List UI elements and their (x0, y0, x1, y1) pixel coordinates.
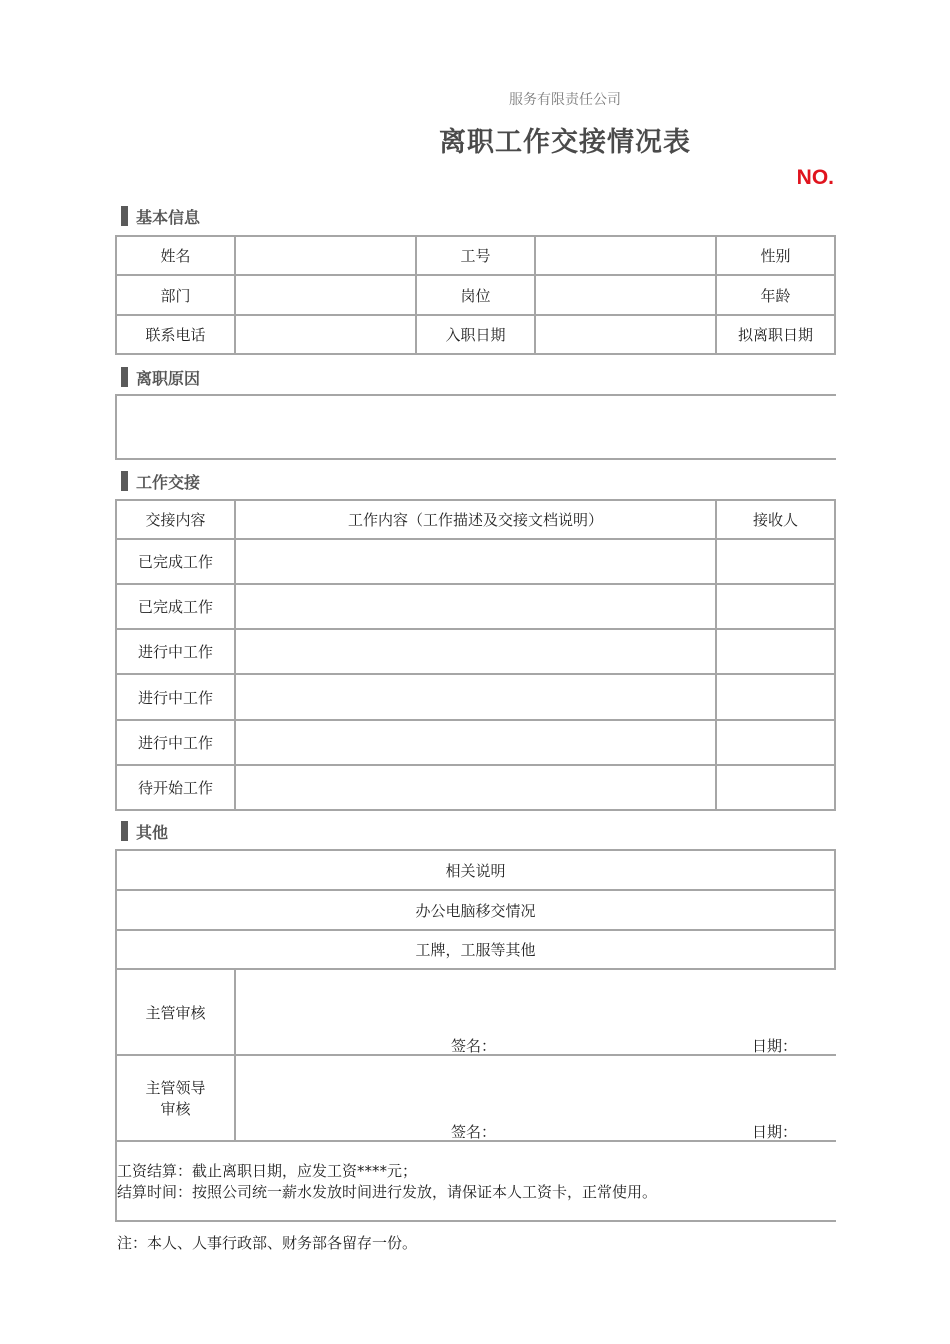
leader-date-label: 日期： (752, 1123, 798, 1141)
section-marker-icon (121, 821, 128, 841)
section-title: 工作交接 (136, 472, 201, 492)
label-position: 岗位 (460, 286, 491, 305)
work-content-field[interactable] (236, 675, 715, 719)
receiver-field[interactable] (717, 721, 834, 764)
work-content-field[interactable] (236, 766, 715, 809)
receiver-field[interactable] (717, 675, 834, 719)
table-row-type: 已完成工作 (137, 598, 213, 616)
footer-note: 注：本人、人事行政部、财务部各留存一份。 (117, 1234, 418, 1252)
department-field[interactable] (236, 276, 415, 314)
section-title: 基本信息 (136, 207, 201, 227)
position-field[interactable] (536, 276, 715, 314)
supervisor-review-field[interactable] (236, 970, 834, 1054)
table-row-type: 进行中工作 (137, 643, 213, 661)
leader-review-label-line1: 主管领导 (145, 1079, 206, 1097)
label-phone: 联系电话 (145, 326, 206, 344)
name-field[interactable] (236, 237, 415, 274)
hire-date-field[interactable] (536, 316, 715, 353)
label-planned-leave-date: 拟离职日期 (737, 326, 813, 344)
receiver-field[interactable] (717, 540, 834, 583)
receiver-field[interactable] (717, 585, 834, 628)
section-handover (121, 470, 200, 492)
section-resignation-reason (121, 366, 200, 388)
leader-review-label-line2: 审核 (160, 1100, 191, 1118)
leader-signature-label: 签名： (451, 1123, 497, 1141)
receiver-field[interactable] (717, 766, 834, 809)
employee-id-field[interactable] (536, 237, 715, 274)
badge-uniform-row: 工牌，工服等其他 (415, 941, 536, 959)
page-title: 离职工作交接情况表 (439, 127, 691, 158)
table-row-type: 已完成工作 (137, 553, 213, 571)
table-row-type: 进行中工作 (137, 688, 213, 707)
supervisor-signature-label: 签名： (451, 1037, 497, 1055)
work-content-field[interactable] (236, 721, 715, 764)
receiver-field[interactable] (717, 630, 834, 673)
table-row-type: 待开始工作 (137, 779, 213, 797)
label-age: 年龄 (760, 286, 791, 305)
phone-field[interactable] (236, 316, 415, 353)
salary-settlement-text: 工资结算：截止离职日期，应发工资****元； (117, 1162, 418, 1180)
section-marker-icon (121, 206, 128, 226)
work-content-field[interactable] (236, 540, 715, 583)
leader-review-label (117, 1056, 234, 1140)
related-notes-row: 相关说明 (445, 861, 506, 880)
handover-table (115, 499, 836, 811)
label-name: 姓名 (160, 247, 191, 265)
form-number-label: NO. (796, 166, 834, 189)
resignation-reason-field[interactable] (119, 396, 829, 458)
section-marker-icon (121, 471, 128, 491)
computer-handover-row: 办公电脑移交情况 (415, 901, 536, 920)
table-row-type: 进行中工作 (137, 734, 213, 752)
settlement-time-text: 结算时间：按照公司统一薪水发放时间进行发放，请保证本人工资卡，正常使用。 (117, 1183, 658, 1201)
label-gender: 性别 (760, 247, 791, 265)
resignation-reason-box[interactable] (115, 394, 836, 460)
column-header-receiver: 接收人 (752, 511, 798, 529)
section-basic-info (121, 205, 200, 227)
company-name: 服务有限责任公司 (509, 92, 621, 108)
column-header-work-content: 工作内容（工作描述及交接文档说明） (347, 511, 603, 529)
section-title: 其他 (136, 822, 169, 842)
supervisor-date-label: 日期： (752, 1037, 798, 1055)
section-title: 离职原因 (136, 368, 201, 388)
label-employee-id: 工号 (460, 247, 491, 265)
leader-review-field[interactable] (236, 1056, 834, 1140)
work-content-field[interactable] (236, 585, 715, 628)
other-table (115, 849, 836, 1223)
section-other (121, 820, 168, 842)
column-header-handover-type: 交接内容 (145, 511, 206, 529)
work-content-field[interactable] (236, 630, 715, 673)
basic-info-table (115, 235, 836, 355)
label-hire-date: 入职日期 (445, 326, 506, 344)
section-marker-icon (121, 367, 128, 387)
label-department: 部门 (160, 286, 191, 305)
supervisor-review-label: 主管审核 (145, 1003, 206, 1022)
